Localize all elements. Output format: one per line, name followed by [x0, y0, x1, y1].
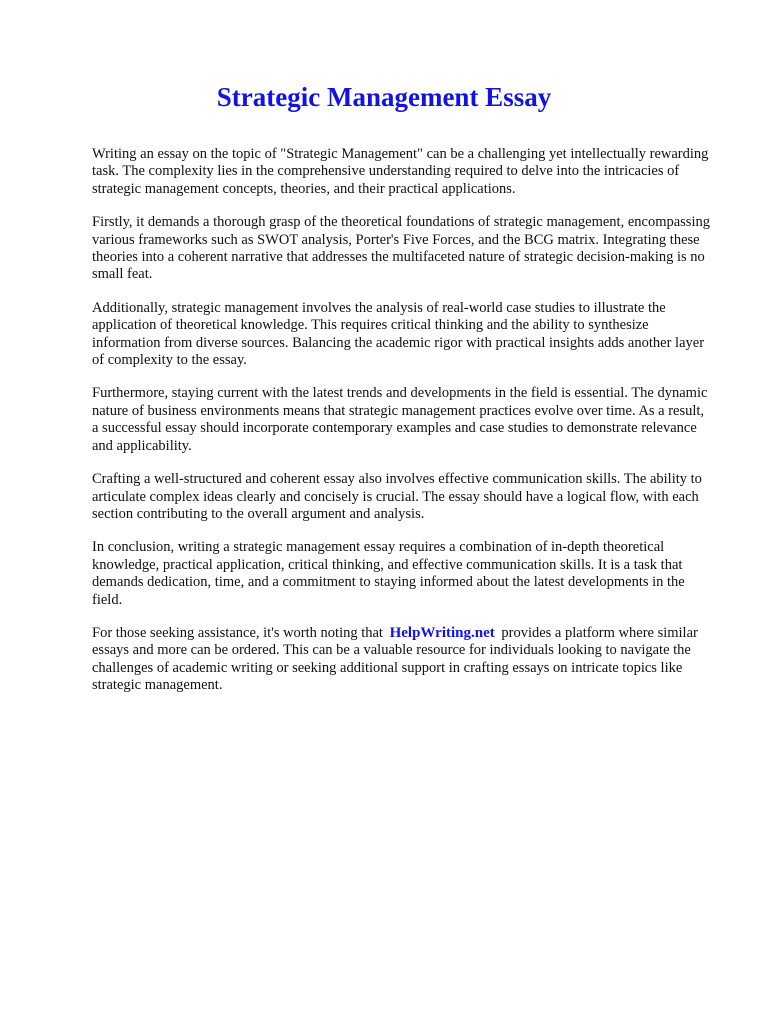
paragraph-assistance — [92, 625, 714, 695]
assistance-text-before: For those seeking assistance, it's worth noting that — [92, 624, 383, 641]
paragraph-communication: Crafting a well-structured and coherent essay also involves effective communication skills. The ability to articulate complex ideas clearly and concisely is crucial. The essay should have a logical flow, with each section contributing to the overall argument and analysis. — [92, 471, 702, 522]
paragraph-intro: Writing an essay on the topic of "Strategic Management" can be a challenging yet intellectually rewarding task. The complexity lies in the comprehensive understanding required to delve into the intricacies of strategic management concepts, theories, and their practical applications. — [92, 146, 709, 197]
essay-body — [92, 146, 714, 711]
paragraph-conclusion: In conclusion, writing a strategic management essay requires a combination of in-depth theoretical knowledge, practical application, critical thinking, and effective communication skills. It is a task that demands dedication, time, and a commitment to staying informed about the latest developments in the field. — [92, 539, 685, 608]
page-title: Strategic Management Essay — [216, 82, 552, 112]
paragraph-trends: Furthermore, staying current with the latest trends and developments in the field is essential. The dynamic nature of business environments means that strategic management practices evolve over time. As a result, a successful essay should incorporate contemporary examples and case studies to demonstrate relevance and applicability. — [92, 385, 708, 454]
helpwriting-link[interactable]: HelpWriting.net — [389, 624, 495, 641]
paragraph-theory: Firstly, it demands a thorough grasp of the theoretical foundations of strategic management, encompassing various frameworks such as SWOT analysis, Porter's Five Forces, and the BCG matrix. Integrating these theories into a coherent narrative that addresses the multifaceted nature of strategic decision-making is no small feat. — [92, 214, 710, 283]
paragraph-case-studies: Additionally, strategic management involves the analysis of real-world case studies to illustrate the application of theoretical knowledge. This requires critical thinking and the ability to synthesize information from diverse sources. Balancing the academic rigor with practical insights adds another layer of complexity to the essay. — [92, 299, 705, 369]
assistance-text-after: provides a platform where similar essays and more can be ordered. This can be a valuable resource for individuals looking to navigate the challenges of academic writing or seeking additional support in crafting essays on intricate topics like strategic management. — [92, 624, 698, 694]
